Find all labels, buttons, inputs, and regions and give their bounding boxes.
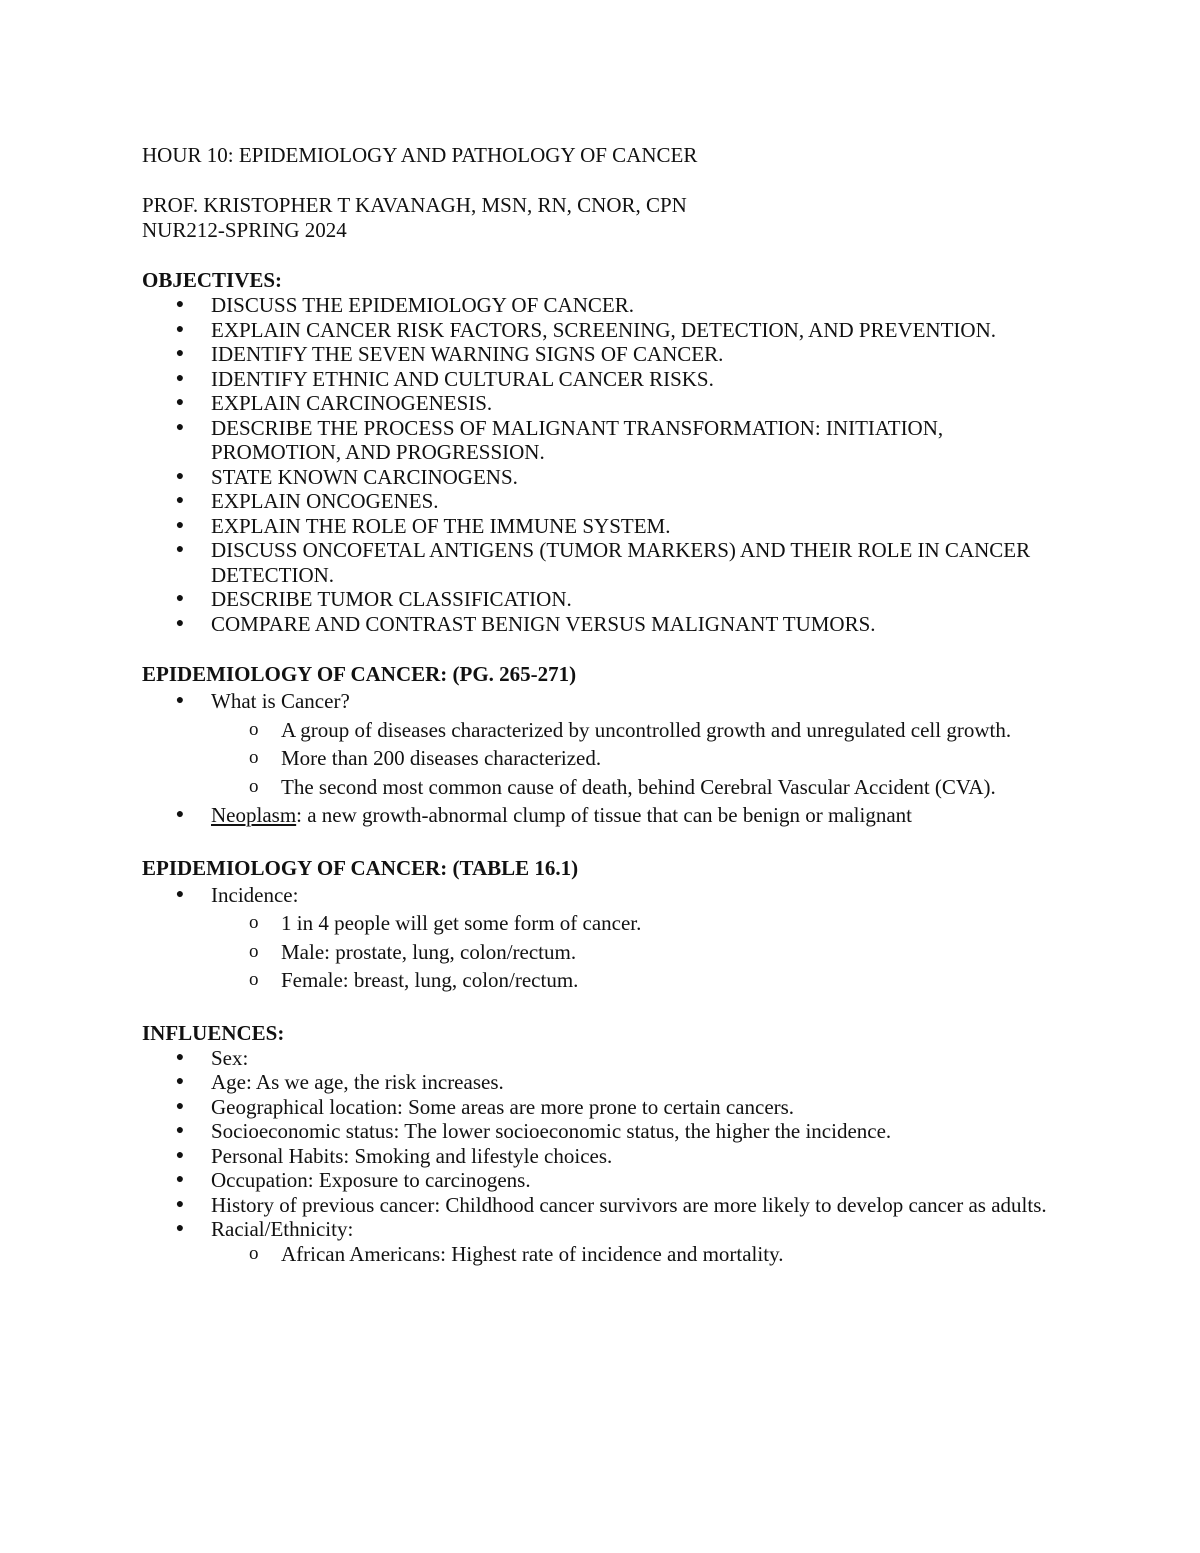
document-body <box>142 143 1072 1266</box>
sublist-item: o A group of diseases characterized by uncontrolled growth and unregulated cell growth. <box>210 716 1072 745</box>
objective-item: ● COMPARE AND CONTRAST BENIGN VERSUS MALIGNANT TUMORS. <box>175 611 876 636</box>
bullet-icon: ● <box>175 395 185 410</box>
epidemiology-list <box>142 687 1072 830</box>
list-item <box>142 801 1072 830</box>
list-item: ● Occupation: Exposure to carcinogens. <box>175 1168 531 1192</box>
bullet-icon: ● <box>175 297 185 312</box>
list-item: ● Socioeconomic status: The lower socioeconomic status, the higher the incidence. <box>175 1119 892 1143</box>
list-item: ● Age: As we age, the risk increases. <box>175 1070 504 1094</box>
objective-item: ● STATE KNOWN CARCINOGENS. <box>175 464 518 489</box>
circle-bullet-icon: o <box>249 1242 259 1264</box>
circle-bullet-icon: o <box>249 912 259 933</box>
objective-item: ● EXPLAIN THE ROLE OF THE IMMUNE SYSTEM. <box>175 513 671 538</box>
objective-item: ● DESCRIBE TUMOR CLASSIFICATION. <box>175 587 572 611</box>
objective-item: ● DISCUSS ONCOFETAL ANTIGENS (TUMOR MARKERS) AND THEIR ROLE IN CANCER DETECTION. <box>175 538 1031 587</box>
objectives-list <box>142 293 1072 636</box>
incidence-list <box>142 881 1072 995</box>
circle-bullet-icon: o <box>249 969 259 990</box>
list-item: ● Geographical location: Some areas are more prone to certain cancers. <box>175 1094 795 1119</box>
bullet-icon: ● <box>175 468 185 484</box>
bullet-icon: ● <box>175 517 185 533</box>
section-heading-epidemiology: EPIDEMIOLOGY OF CANCER: (PG. 265-271) <box>142 662 577 686</box>
sublist <box>211 716 1072 802</box>
section-heading-influences: INFLUENCES: <box>142 1020 285 1045</box>
influences-list <box>142 1046 1072 1267</box>
circle-bullet-icon: o <box>249 775 259 797</box>
neoplasm-term: Neoplasm <box>211 803 297 827</box>
bullet-icon: ● <box>175 693 185 708</box>
objective-item: ● EXPLAIN CARCINOGENESIS. <box>175 391 493 415</box>
course-line: NUR212-SPRING 2024 <box>142 218 347 242</box>
sublist <box>211 909 1072 995</box>
sublist-item: o 1 in 4 people will get some form of cancer. <box>210 909 1072 938</box>
bullet-icon: ● <box>175 1172 185 1187</box>
circle-bullet-icon: o <box>249 747 259 768</box>
objective-item: ● DISCUSS THE EPIDEMIOLOGY OF CANCER. <box>175 293 634 317</box>
circle-bullet-icon: o <box>249 718 259 740</box>
bullet-icon: ● <box>175 542 185 557</box>
document-title: HOUR 10: EPIDEMIOLOGY AND PATHOLOGY OF CANCER <box>142 143 698 167</box>
list-item: ● Personal Habits: Smoking and lifestyle choices. <box>175 1143 613 1168</box>
bullet-icon: ● <box>175 321 185 337</box>
bullet-icon: ● <box>175 807 185 822</box>
bullet-icon: ● <box>175 493 185 508</box>
bullet-icon: ● <box>175 1074 185 1089</box>
objective-item: ● DESCRIBE THE PROCESS OF MALIGNANT TRANSFORMATION: INITIATION, PROMOTION, AND PROGRESSION. <box>175 415 944 464</box>
bullet-icon: ● <box>175 886 185 902</box>
sublist-item: o Male: prostate, lung, colon/rectum. <box>210 938 1072 967</box>
circle-bullet-icon: o <box>249 940 259 962</box>
list-item: ● What is Cancer? o A group of diseases characterized by uncontrolled growth and unregulated cell growth. o More than 200 diseases characterized. o The second most common cause of death, behind Cerebral Vascular Accident (CVA). <box>142 687 1072 801</box>
bullet-icon: ● <box>175 1196 185 1212</box>
bullet-icon: ● <box>175 1049 185 1065</box>
list-item: ● Incidence: o 1 in 4 people will get some form of cancer. o Male: prostate, lung, colon/rectum. o Female: breast, lung, colon/rectum. <box>142 881 1072 995</box>
objective-item: ● IDENTIFY THE SEVEN WARNING SIGNS OF CANCER. <box>175 342 724 366</box>
objective-item: ● EXPLAIN CANCER RISK FACTORS, SCREENING, DETECTION, AND PREVENTION. <box>175 317 996 342</box>
list-item: ● Sex: <box>175 1045 249 1070</box>
objective-item: ● EXPLAIN ONCOGENES. <box>175 489 439 513</box>
bullet-icon: ● <box>175 1221 185 1236</box>
sublist-item: o The second most common cause of death, behind Cerebral Vascular Accident (CVA). <box>210 773 1072 802</box>
list-item: ● History of previous cancer: Childhood cancer survivors are more likely to develop cancer as adults. <box>175 1192 1047 1217</box>
bullet-icon: ● <box>175 1098 185 1114</box>
bullet-icon: ● <box>175 346 185 361</box>
bullet-icon: ● <box>175 591 185 606</box>
instructor-line: PROF. KRISTOPHER T KAVANAGH, MSN, RN, CNOR, CPN <box>142 193 687 217</box>
objective-item: ● IDENTIFY ETHNIC AND CULTURAL CANCER RISKS. <box>175 366 714 391</box>
list-item: ● Racial/Ethnicity: o African Americans: Highest rate of incidence and mortality. <box>142 1217 1072 1266</box>
objectives-heading: OBJECTIVES: <box>142 268 283 292</box>
bullet-icon: ● <box>175 1147 185 1163</box>
sublist-item: o Female: breast, lung, colon/rectum. <box>210 966 1072 995</box>
neoplasm-definition: : a new growth-abnormal clump of tissue that can be benign or malignant <box>296 803 912 827</box>
bullet-icon: ● <box>175 1123 185 1138</box>
section-heading-table: EPIDEMIOLOGY OF CANCER: (TABLE 16.1) <box>142 855 579 880</box>
sublist <box>211 1242 1072 1267</box>
sublist-item: o More than 200 diseases characterized. <box>210 744 1072 773</box>
bullet-icon: ● <box>175 370 185 386</box>
sublist-item: o African Americans: Highest rate of incidence and mortality. <box>249 1241 784 1266</box>
bullet-icon: ● <box>175 419 185 435</box>
bullet-icon: ● <box>175 615 185 631</box>
